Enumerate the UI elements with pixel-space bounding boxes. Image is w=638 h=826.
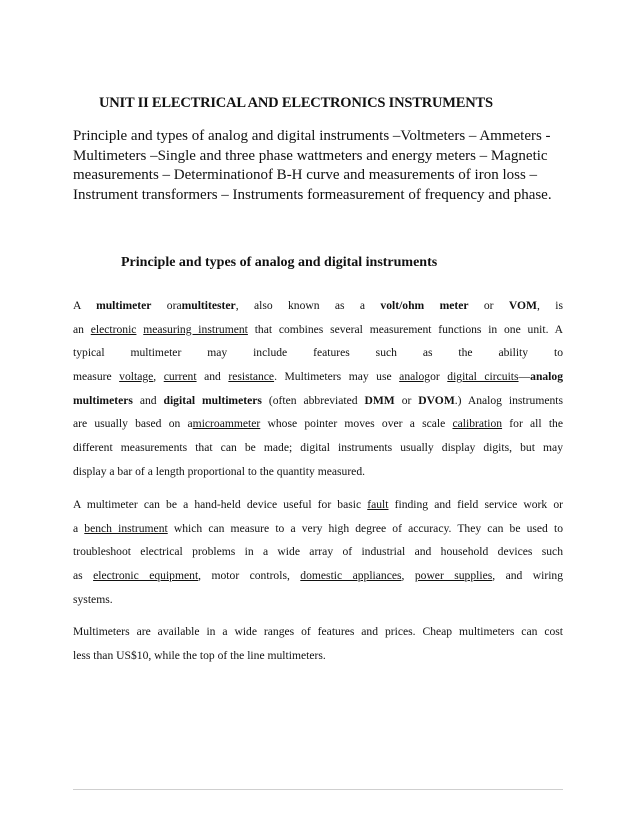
text-line: are usually based on amicroammeter whose pointer moves over a scale calibration for all the [73,417,563,431]
link-analog[interactable]: analog [399,370,431,384]
syllabus-intro [73,127,573,205]
link-calibration[interactable]: calibration [452,417,503,431]
intro-line: measurements – Determinationof B-H curve and measurements of iron loss – [73,167,538,183]
link-current[interactable]: current [163,370,197,384]
intro-line: Instrument transformers – Instruments formeasurement of frequency and phase. [73,186,552,203]
link-domestic-appliances[interactable]: domestic appliances [300,569,402,583]
text-line: display a bar of a length proportional to the quantity measured. [73,464,366,478]
section-heading: Principle and types of analog and digital instruments [121,255,438,270]
link-resistance[interactable]: resistance [228,370,275,384]
intro-line: Multimeters –Single and three phase wattmeters and energy meters – Magnetic [73,147,548,164]
link-bench-instrument[interactable]: bench instrument [84,521,168,535]
link-fault[interactable]: fault [367,498,389,511]
link-measuring-instrument[interactable]: measuring instrument [143,322,248,336]
unit-title: UNIT II ELECTRICAL AND ELECTRONICS INSTRUMENTS [99,95,493,111]
link-electronic[interactable]: electronic [90,322,137,336]
text-line: a bench instrument which can measure to a very high degree of accuracy. They can be used to [73,521,564,535]
footer-divider [73,789,563,790]
paragraph-multimeter-prices [73,620,563,667]
text-line: typical multimeter may include features such as the ability to [73,346,563,360]
link-electronic-equipment[interactable]: electronic equipment [93,569,199,583]
text-line: A multimeter oramultitester, also known as a volt/ohm meter or VOM, is [73,299,563,312]
text-line: A multimeter can be a hand-held device useful for basic fault finding and field service work or [73,498,563,511]
paragraph-multimeter-definition [73,294,563,484]
text-line: as electronic equipment, motor controls, domestic appliances, power supplies, and wiring [73,569,564,583]
text-line: different measurements that can be made; digital instruments usually display digits, but may [73,441,563,455]
text-line: measure voltage, current and resistance. Multimeters may use analogor digital circuits—analog [73,370,563,384]
text-line: Multimeters are available in a wide ranges of features and prices. Cheap multimeters can cost [73,625,563,638]
text-line: less than US$10, while the top of the line multimeters. [73,648,326,662]
link-power-supplies[interactable]: power supplies [414,569,493,583]
intro-line: Principle and types of analog and digital instruments –Voltmeters – Ammeters - [73,128,551,144]
link-digital-circuits[interactable]: digital circuits [447,370,519,384]
text-line: systems. [73,592,113,606]
link-microammeter[interactable]: microammeter [192,417,261,431]
text-line: an electronic measuring instrument that combines several measurement functions in one unit. A [73,322,563,336]
text-line: multimeters and digital multimeters (often abbreviated DMM or DVOM.) Analog instruments [73,393,564,407]
text-line: troubleshoot electrical problems in a wide array of industrial and household devices such [73,545,563,559]
paragraph-multimeter-uses [73,493,563,611]
link-voltage[interactable]: voltage [119,370,154,384]
